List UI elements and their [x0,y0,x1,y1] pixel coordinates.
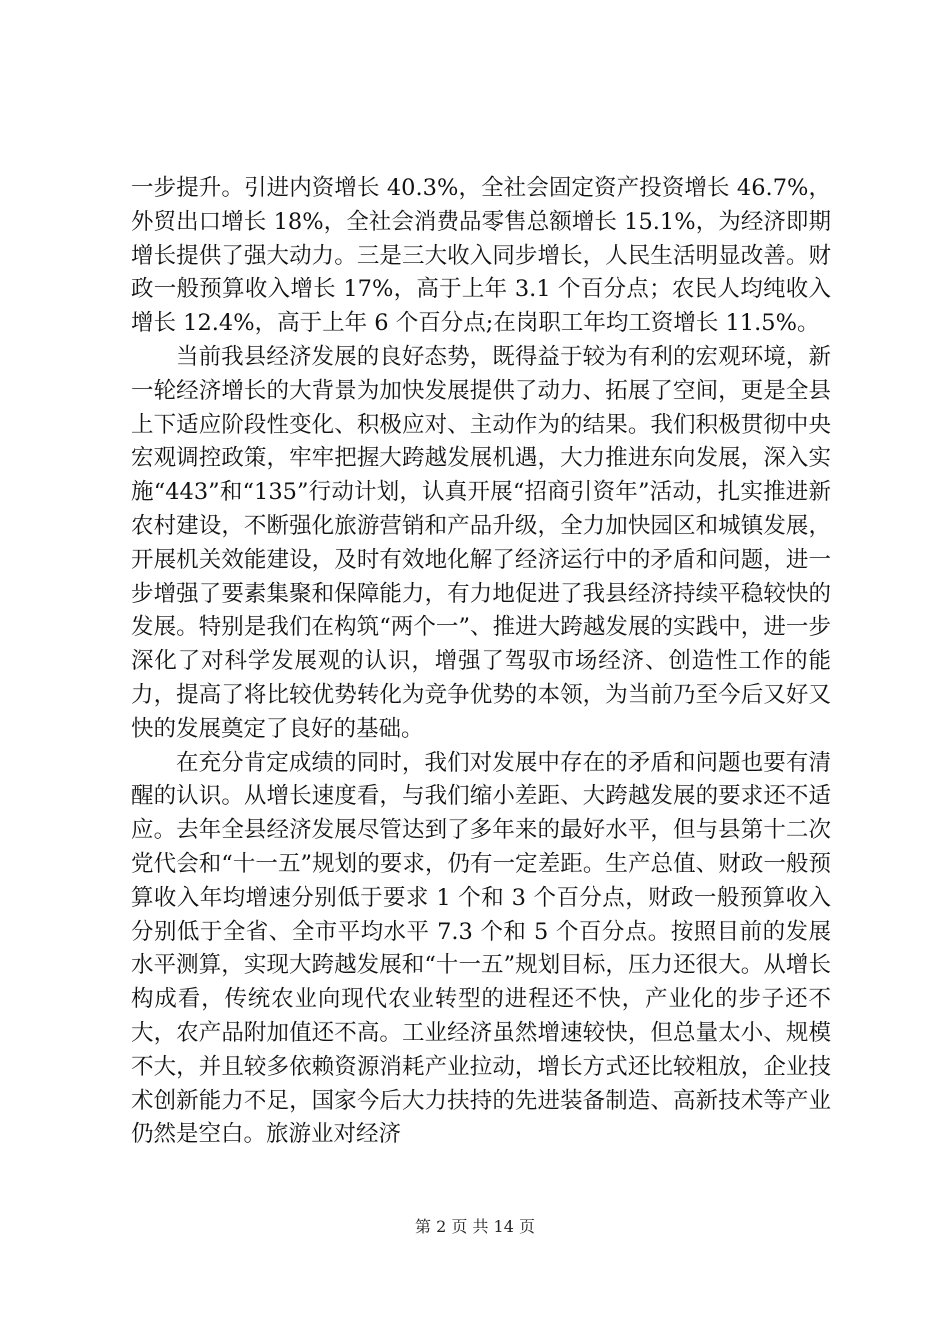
document-body [131,172,831,1152]
paragraph-2: 当前我县经济发展的良好态势，既得益于较为有利的宏观环境，新一轮经济增长的大背景为加快发展提供了动力、拓展了空间，更是全县上下适应阶段性变化、积极应对、主动作为的结果。我们积极贯彻中央宏观调控政策，牢牢把握大跨越发展机遇，大力推进东向发展，深入实施“443”和“135”行动计划，认真开展“招商引资年”活动，扎实推进新农村建设，不断强化旅游营销和产品升级，全力加快园区和城镇发展，开展机关效能建设，及时有效地化解了经济运行中的矛盾和问题，进一步增强了要素集聚和保障能力，有力地促进了我县经济持续平稳较快的发展。特别是我们在构筑“两个一”、推进大跨越发展的实践中，进一步深化了对科学发展观的认识，增强了驾驭市场经济、创造性工作的能力，提高了将比较优势转化为竞争优势的本领，为当前乃至今后又好又快的发展奠定了良好的基础。 [131,343,831,742]
page-number-footer: 第 2 页 共 14 页 [415,1217,535,1236]
paragraph-3: 在充分肯定成绩的同时，我们对发展中存在的矛盾和问题也要有清醒的认识。从增长速度看，与我们缩小差距、大跨越发展的要求还不适应。去年全县经济发展尽管达到了多年来的最好水平，但与县第十二次党代会和“十一五”规划的要求，仍有一定差距。生产总值、财政一般预算收入年均增速分别低于要求 1 个和 3 个百分点，财政一般预算收入分别低于全省、全市平均水平 7.3 个和 5 个百分点。按照目前的发展水平测算，实现大跨越发展和“十一五”规划目标，压力还很大。从增长构成看，传统农业向现代农业转型的进程还不快，产业化的步子还不大，农产品附加值还不高。工业经济虽然增速较快，但总量太小、规模不大，并且较多依赖资源消耗产业拉动，增长方式还比较粗放，企业技术创新能力不足，国家今后大力扶持的先进装备制造、高新技术等产业仍然是空白。旅游业对经济 [131,749,831,1148]
paragraph-1: 一步提升。引进内资增长 40.3%，全社会固定资产投资增长 46.7%，外贸出口增长 18%，全社会消费品零售总额增长 15.1%，为经济即期增长提供了强大动力。三是三大收入同步增长，人民生活明显改善。财政一般预算收入增长 17%，高于上年 3.1 个百分点；农民人均纯收入增长 12.4%，高于上年 6 个百分点;在岗职工年均工资增长 11.5%。 [131,175,831,337]
